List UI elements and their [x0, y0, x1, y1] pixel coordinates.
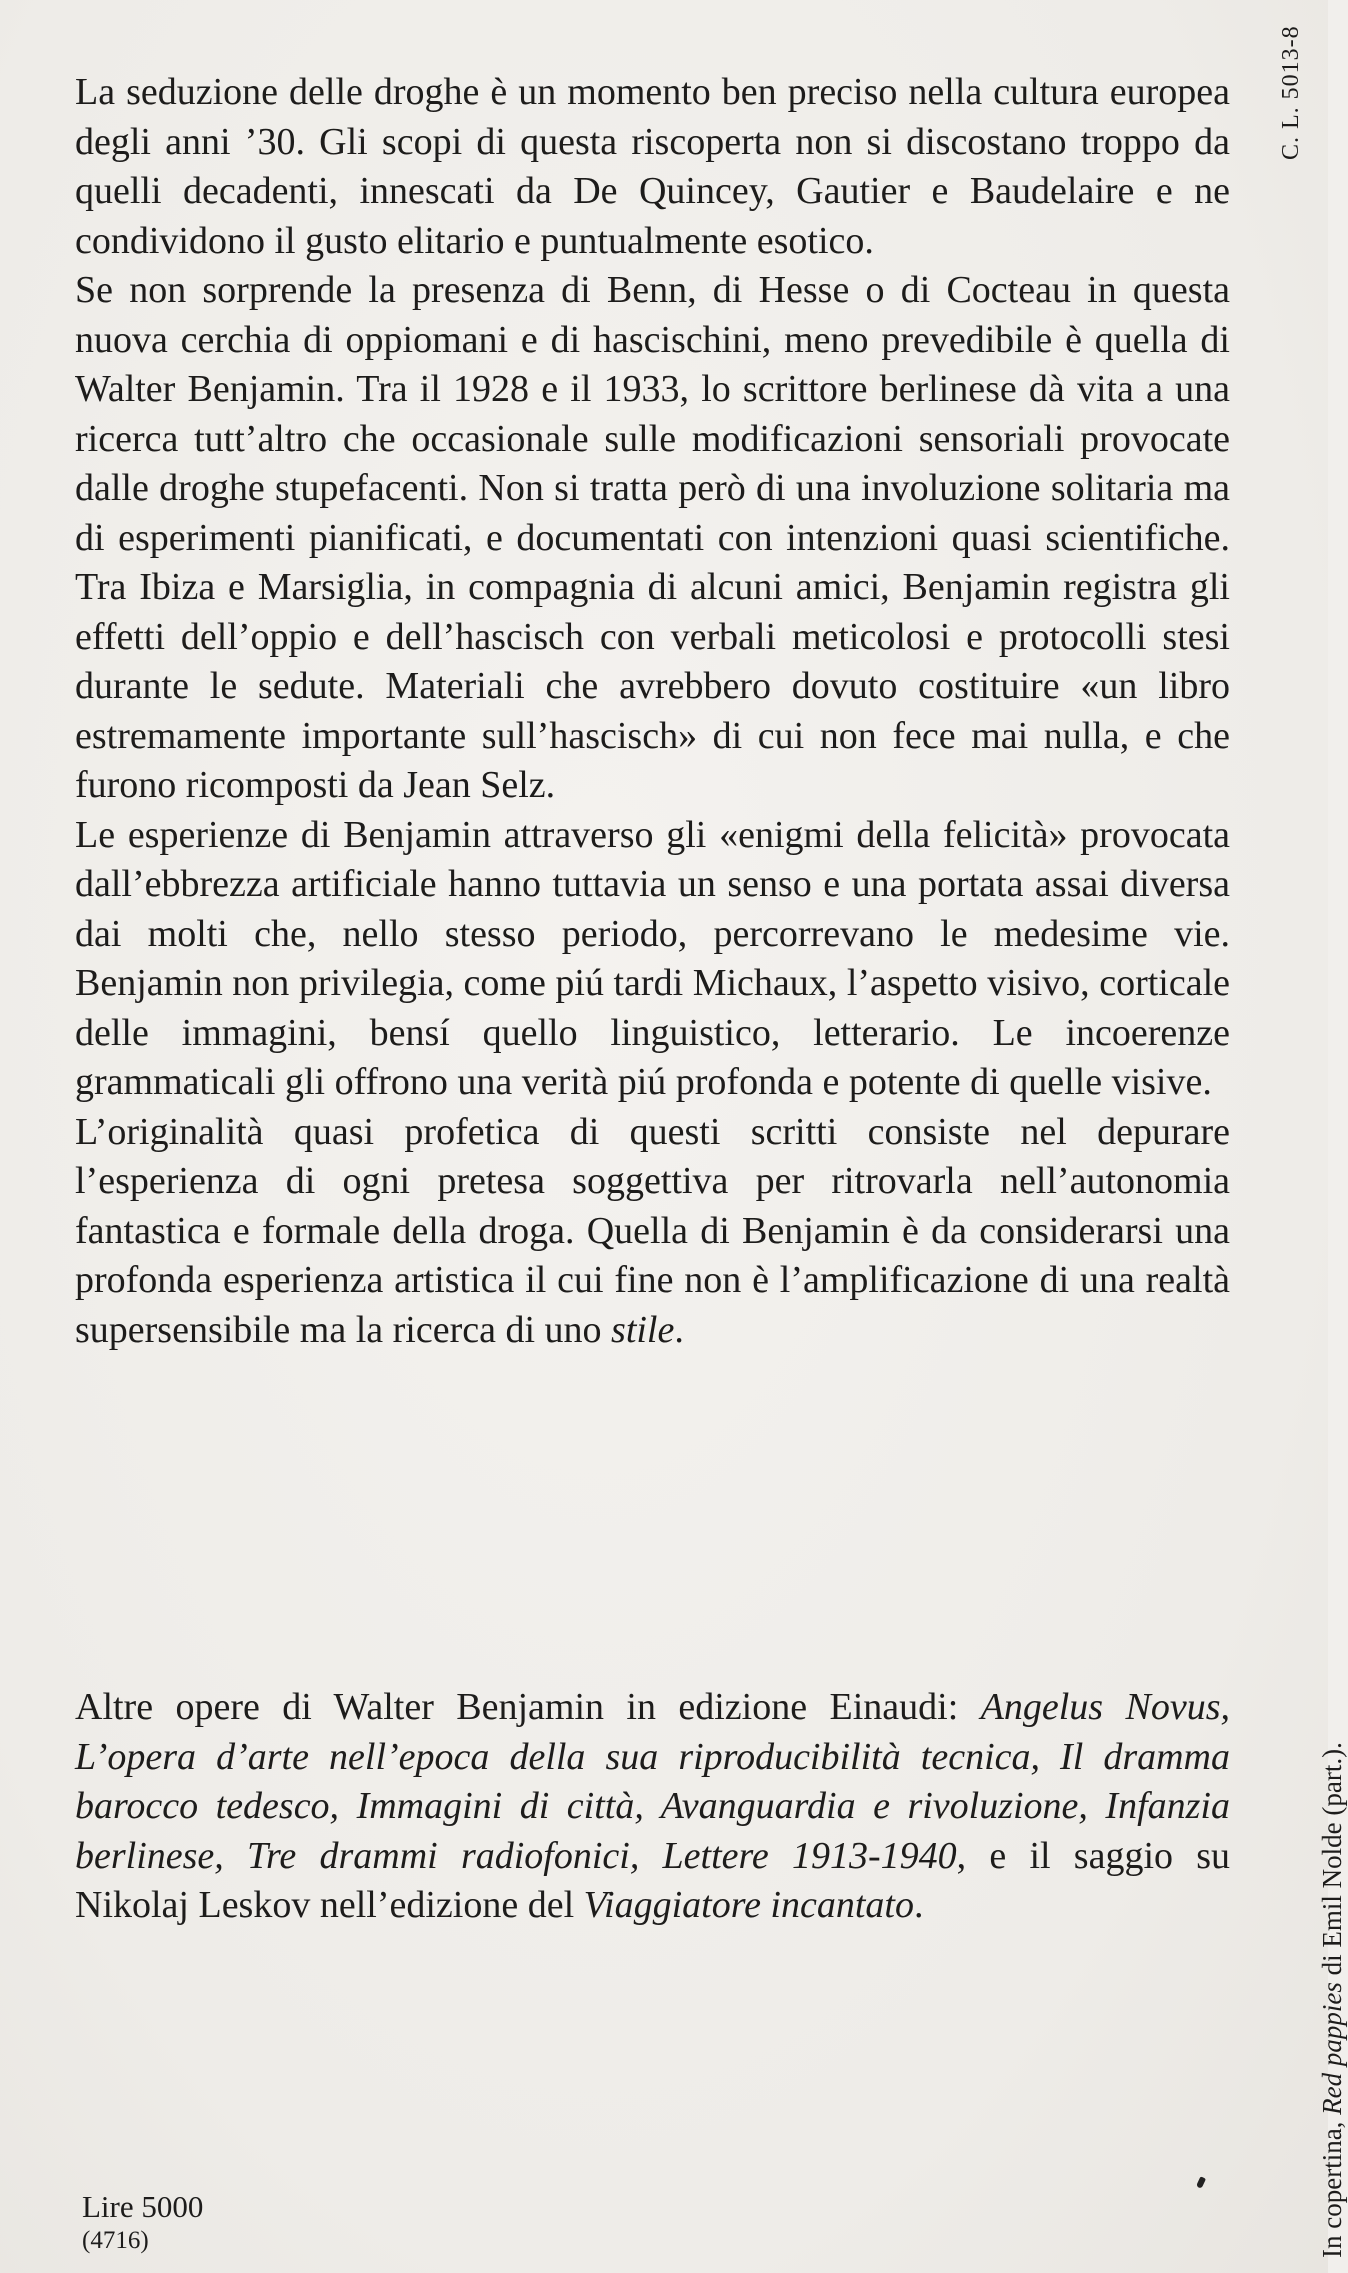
other-works-last-title: Viaggiatore incantato — [583, 1884, 914, 1926]
price: Lire 5000 — [82, 2189, 204, 2224]
cover-credit — [1317, 1742, 1348, 2258]
cover-credit-prefix: In copertina, — [1317, 2114, 1347, 2258]
cover-credit-title: Red pappies — [1317, 1982, 1347, 2115]
price-block — [82, 2190, 203, 2258]
blurb-paragraph-2: Se non sorprende la presenza di Benn, di Hesse o di Cocteau in questa nuova cerchia di oppiomani e di hascischini, meno prevedibile è quella di Walter Benjamin. Tra il 1928 e il 1933, lo scrittore berlinese dà vita a una ricerca tutt’altro che occasionale sulle modificazioni sensoriali provocate dalle droghe stupefacenti. Non si tratta però di una involuzione solitaria ma di esperimenti pianificati, e documentati con intenzioni quasi scientifiche. Tra Ibiza e Marsiglia, in compagnia di alcuni amici, Benjamin registra gli effetti dell’oppio e dell’hascisch con verbali meticolosi e protocolli stesi durante le sedute. Materiali che avrebbero dovuto costituire «un libro estremamente importante sull’hascisch» di cui non fece mai nulla, e che furono ricomposti da Jean Selz. — [75, 269, 1230, 806]
blurb-paragraph-4-text: L’originalità quasi profetica di questi scritti consiste nel depurare l’esperienza di ogni pretesa soggettiva per ritrovarla nell’autonomia fantastica e formale della droga. Quella di Benjamin è da considerarsi una profonda esperienza artistica il cui fine non è l’amplificazione di una realtà supersensibile ma la ricerca di uno — [75, 1110, 1230, 1351]
blurb-paragraph-1: La seduzione delle droghe è un momento ben preciso nella cultura europea degli anni ’30. Gli scopi di questa riscoperta non si discostano troppo da quelli decadenti, innescati da De Quincey, Gautier e Baudelaire e ne condividono il gusto elitario e puntualmente esotico. — [75, 71, 1230, 262]
price-code: (4716) — [82, 2227, 149, 2254]
other-works-note — [75, 1683, 1230, 1931]
other-works-intro: Altre opere di Walter Benjamin in edizione Einaudi: — [75, 1686, 981, 1728]
catalog-code: C. L. 5013-8 — [1278, 25, 1304, 160]
blurb-paragraph-4-end: . — [674, 1308, 684, 1351]
cover-credit-suffix: di Emil Nolde (part.). — [1317, 1742, 1347, 1983]
other-works-end: . — [913, 1884, 924, 1926]
blurb-paragraph-3: Le esperienze di Benjamin attraverso gli «enigmi della felicità» provocata dall’ebbrezza artificiale hanno tuttavia un senso e una portata assai diversa dai molti che, nello stesso periodo, percorrevano le medesime vie. Benjamin non privilegia, come piú tardi Michaux, l’aspetto visivo, corticale delle immagini, bensí quello linguistico, letterario. Le incoerenze grammaticali gli offrono una verità piú profonda e potente di quelle visive. — [75, 813, 1230, 1103]
ink-mark — [1196, 2176, 1206, 2189]
other-works-titles: Angelus Novus, L’opera d’arte nell’epoca della sua riproducibilità tecnica, Il dramma barocco tedesco, Immagini di città, Avanguardia e rivoluzione, Infanzia berlinese, Tre drammi radiofonici, Lettere 1913-1940 — [75, 1686, 1230, 1877]
blurb-text — [75, 68, 1230, 1355]
other-works-connector: , e il saggio su Nikolaj Leskov nell’edizione del — [75, 1834, 1230, 1926]
blurb-paragraph-4 — [75, 1108, 1230, 1356]
italic-word-stile: stile — [611, 1308, 675, 1351]
